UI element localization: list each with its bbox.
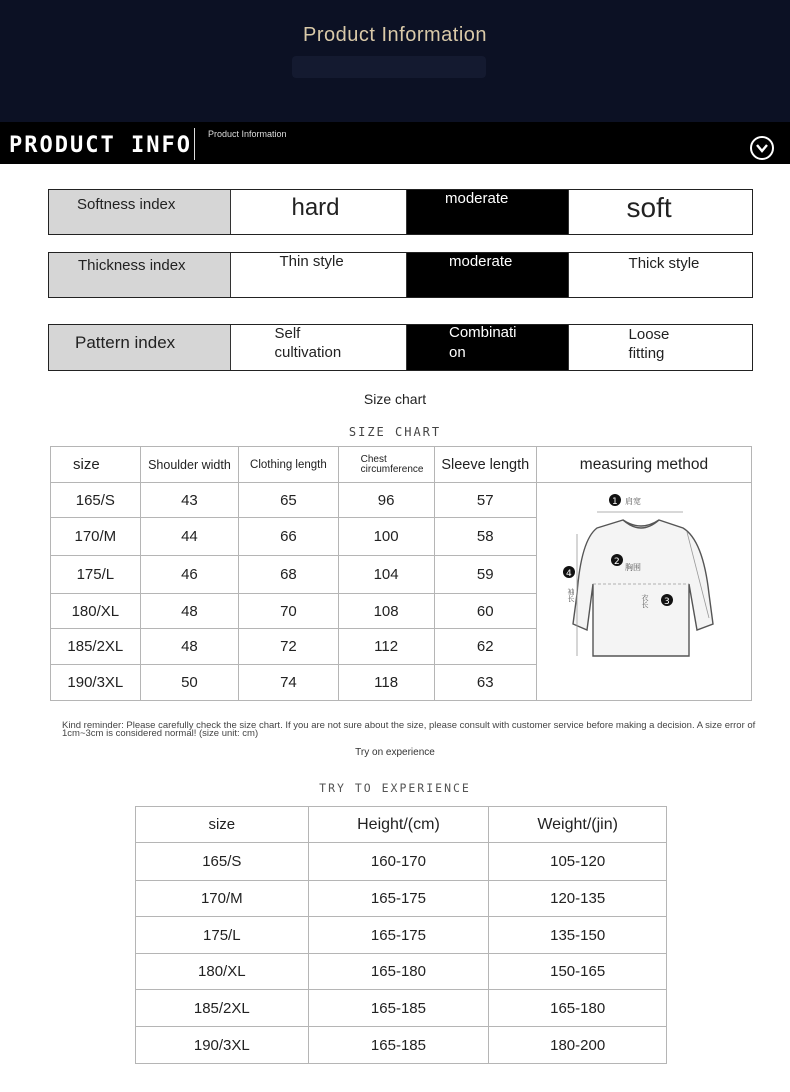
cell-size: 175/L: [136, 917, 309, 954]
header-size: size: [51, 447, 141, 483]
option-moderate: moderate: [444, 190, 509, 207]
cell-chest: 104: [338, 556, 434, 594]
table-row: [136, 843, 667, 881]
header-size: size: [136, 807, 309, 843]
option-combination: Combinati on: [448, 324, 517, 361]
index-option-selected: [407, 325, 569, 370]
cell-shoulder: 48: [140, 629, 239, 665]
thickness-label: Thickness index: [78, 257, 186, 274]
index-option: [569, 253, 752, 297]
index-option: [569, 190, 752, 234]
label-sleeve: 袖长: [566, 587, 575, 602]
sweater-diagram: [537, 484, 751, 700]
size-chart-table: [50, 446, 752, 701]
cell-shoulder: 46: [140, 556, 239, 594]
svg-text:2: 2: [613, 556, 620, 567]
cell-length: 65: [239, 483, 338, 518]
index-option: [569, 325, 752, 370]
cell-length: 66: [239, 518, 338, 556]
svg-text:4: 4: [565, 568, 572, 579]
measuring-method-diagram: [536, 483, 751, 701]
index-option-selected: [407, 253, 569, 297]
cell-size: 175/L: [51, 556, 141, 594]
cell-shoulder: 44: [140, 518, 239, 556]
table-header-row: [51, 447, 752, 483]
product-info-subheading: Product Information: [208, 129, 287, 139]
divider: [194, 128, 195, 160]
cell-height: 165-175: [308, 881, 489, 917]
cell-size: 170/M: [136, 881, 309, 917]
cell-weight: 180-200: [489, 1027, 667, 1064]
option-thick: Thick style: [628, 255, 700, 272]
label-shoulder: 肩宽: [624, 496, 641, 506]
product-info-heading: PRODUCT INFO: [9, 133, 192, 158]
option-self-cultivation: Self cultivation: [274, 325, 342, 361]
header-measuring-method: measuring method: [536, 447, 751, 483]
table-row: [136, 990, 667, 1027]
index-option: [231, 253, 407, 297]
cell-shoulder: 50: [140, 665, 239, 701]
banner-title: Product Information: [302, 24, 488, 46]
label-chest: 胸围: [624, 562, 641, 572]
cell-sleeve: 62: [434, 629, 536, 665]
option-thin: Thin style: [279, 253, 344, 270]
cell-sleeve: 57: [434, 483, 536, 518]
table-row: [51, 483, 752, 518]
option-moderate: moderate: [448, 253, 513, 270]
table-header-row: [136, 807, 667, 843]
pattern-index-row: [48, 324, 753, 371]
cell-length: 72: [239, 629, 338, 665]
cell-height: 165-180: [308, 954, 489, 990]
thickness-index-row: [48, 252, 753, 298]
cell-length: 74: [239, 665, 338, 701]
header-clothing-length: Clothing length: [239, 447, 338, 483]
cell-chest: 100: [338, 518, 434, 556]
cell-size: 165/S: [136, 843, 309, 881]
cell-size: 180/XL: [51, 594, 141, 629]
size-chart-heading: SIZE CHART: [348, 425, 442, 439]
table-row: [136, 917, 667, 954]
svg-text:1: 1: [611, 496, 618, 507]
index-option: [231, 190, 407, 234]
index-label: [49, 253, 231, 297]
cell-weight: 105-120: [489, 843, 667, 881]
header-sleeve-length: Sleeve length: [434, 447, 536, 483]
option-soft: soft: [626, 192, 672, 223]
cell-sleeve: 59: [434, 556, 536, 594]
cell-weight: 120-135: [489, 881, 667, 917]
cell-weight: 135-150: [489, 917, 667, 954]
try-on-caption: Try on experience: [355, 747, 435, 758]
table-row: [136, 954, 667, 990]
cell-sleeve: 60: [434, 594, 536, 629]
header-shoulder-width: Shoulder width: [140, 447, 239, 483]
cell-height: 165-185: [308, 990, 489, 1027]
softness-label: Softness index: [77, 196, 176, 213]
softness-index-row: [48, 189, 753, 235]
table-row: [136, 1027, 667, 1064]
chevron-down-icon[interactable]: [750, 136, 774, 160]
cell-shoulder: 48: [140, 594, 239, 629]
pattern-label: Pattern index: [75, 333, 176, 352]
top-banner: [0, 0, 790, 122]
try-on-table: [135, 806, 667, 1064]
cell-weight: 150-165: [489, 954, 667, 990]
try-on-heading: TRY TO EXPERIENCE: [319, 781, 471, 795]
cell-size: 185/2XL: [136, 990, 309, 1027]
header-weight: Weight/(jin): [489, 807, 667, 843]
label-length: 衣长: [640, 593, 649, 608]
cell-weight: 165-180: [489, 990, 667, 1027]
cell-chest: 108: [338, 594, 434, 629]
cell-length: 70: [239, 594, 338, 629]
table-row: [136, 881, 667, 917]
cell-size: 185/2XL: [51, 629, 141, 665]
header-height: Height/(cm): [308, 807, 489, 843]
banner-subtitle-blur: [292, 56, 486, 78]
index-label: [49, 190, 231, 234]
option-loose-fitting: Loose fitting: [628, 326, 670, 362]
header-chest-circumference: Chest circumference: [338, 447, 434, 483]
cell-size: 180/XL: [136, 954, 309, 990]
cell-height: 165-185: [308, 1027, 489, 1064]
cell-chest: 112: [338, 629, 434, 665]
cell-length: 68: [239, 556, 338, 594]
cell-sleeve: 58: [434, 518, 536, 556]
index-label: [49, 325, 231, 370]
cell-size: 165/S: [51, 483, 141, 518]
cell-size: 190/3XL: [136, 1027, 309, 1064]
cell-height: 160-170: [308, 843, 489, 881]
size-reminder: Kind reminder: Please carefully check the size chart. If you are not sure about the size, please consult with customer service before making a decision. A size error of 1cm~3cm is considered normal! (size unit: cm): [62, 720, 756, 739]
cell-chest: 118: [338, 665, 434, 701]
index-option: [231, 325, 407, 370]
product-info-bar: [0, 122, 790, 164]
index-option-selected: [407, 190, 569, 234]
cell-height: 165-175: [308, 917, 489, 954]
cell-sleeve: 63: [434, 665, 536, 701]
cell-size: 190/3XL: [51, 665, 141, 701]
option-hard: hard: [291, 194, 340, 221]
cell-size: 170/M: [51, 518, 141, 556]
svg-text:3: 3: [663, 596, 670, 607]
cell-chest: 96: [338, 483, 434, 518]
size-chart-caption: Size chart: [363, 391, 427, 407]
cell-shoulder: 43: [140, 483, 239, 518]
